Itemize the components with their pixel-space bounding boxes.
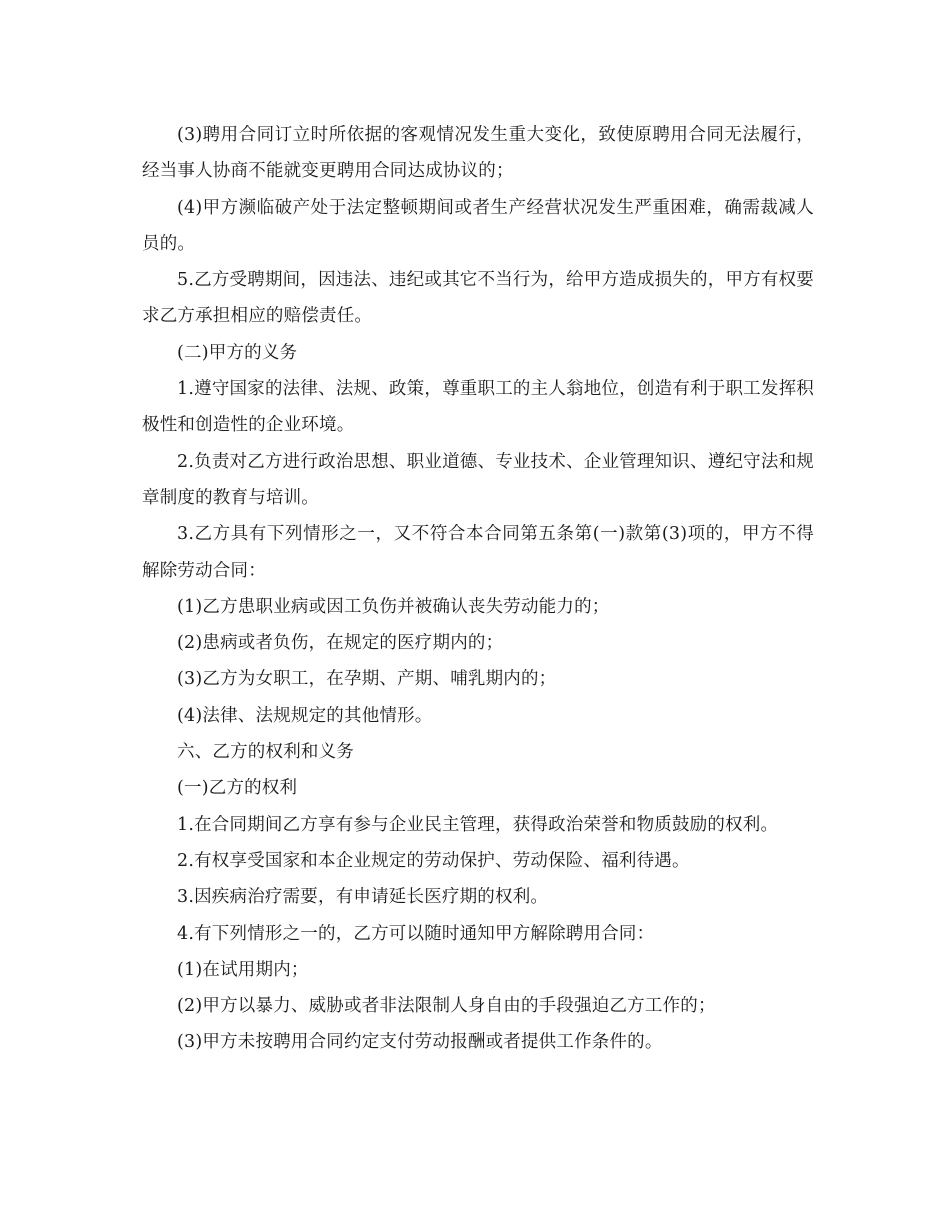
list-item: (4)法律、法规规定的其他情形。 bbox=[177, 705, 433, 726]
paragraph: (3)聘用合同订立时所依据的客观情况发生重大变化，致使原聘用合同无法履行，经当事人协商不能就变更聘用合同达成协议的； bbox=[142, 125, 814, 182]
list-item: (2)患病或者负伤，在规定的医疗期内的； bbox=[177, 633, 504, 654]
document-body bbox=[142, 117, 814, 1061]
list-item: (1)乙方患职业病或因工负伤并被确认丧失劳动能力的； bbox=[177, 596, 610, 617]
paragraph: (4)甲方濒临破产处于法定整顿期间或者生产经营状况发生严重困难，确需裁减人员的。 bbox=[142, 197, 814, 254]
list-item: (3)乙方为女职工，在孕期、产期、哺乳期内的； bbox=[177, 669, 557, 690]
list-item: (1)在试用期内； bbox=[177, 959, 309, 980]
paragraph: 5.乙方受聘期间，因违法、违纪或其它不当行为，给甲方造成损失的，甲方有权要求乙方承担相应的赔偿责任。 bbox=[142, 270, 814, 327]
paragraph: 3.乙方具有下列情形之一，又不符合本合同第五条第(一)款第(3)项的，甲方不得解除劳动合同： bbox=[142, 524, 814, 581]
paragraph: 4.有下列情形之一的，乙方可以随时通知甲方解除聘用合同： bbox=[177, 923, 655, 944]
section-heading: (二)甲方的义务 bbox=[177, 342, 298, 363]
section-heading: 六、乙方的权利和义务 bbox=[177, 742, 354, 763]
list-item: (2)甲方以暴力、威胁或者非法限制人身自由的手段强迫乙方工作的； bbox=[177, 996, 716, 1017]
paragraph: 1.在合同期间乙方享有参与企业民主管理，获得政治荣誉和物质鼓励的权利。 bbox=[177, 814, 779, 835]
list-item: (3)甲方未按聘用合同约定支付劳动报酬或者提供工作条件的。 bbox=[177, 1032, 663, 1053]
paragraph: 1.遵守国家的法律、法规、政策，尊重职工的主人翁地位，创造有利于职工发挥积极性和创造性的企业环境。 bbox=[142, 379, 814, 436]
paragraph: 2.有权享受国家和本企业规定的劳动保护、劳动保险、福利待遇。 bbox=[177, 850, 690, 871]
section-heading: (一)乙方的权利 bbox=[177, 778, 298, 799]
paragraph: 3.因疾病治疗需要，有申请延长医疗期的权利。 bbox=[177, 887, 549, 908]
paragraph: 2.负责对乙方进行政治思想、职业道德、专业技术、企业管理知识、遵纪守法和规章制度的教育与培训。 bbox=[142, 451, 814, 508]
